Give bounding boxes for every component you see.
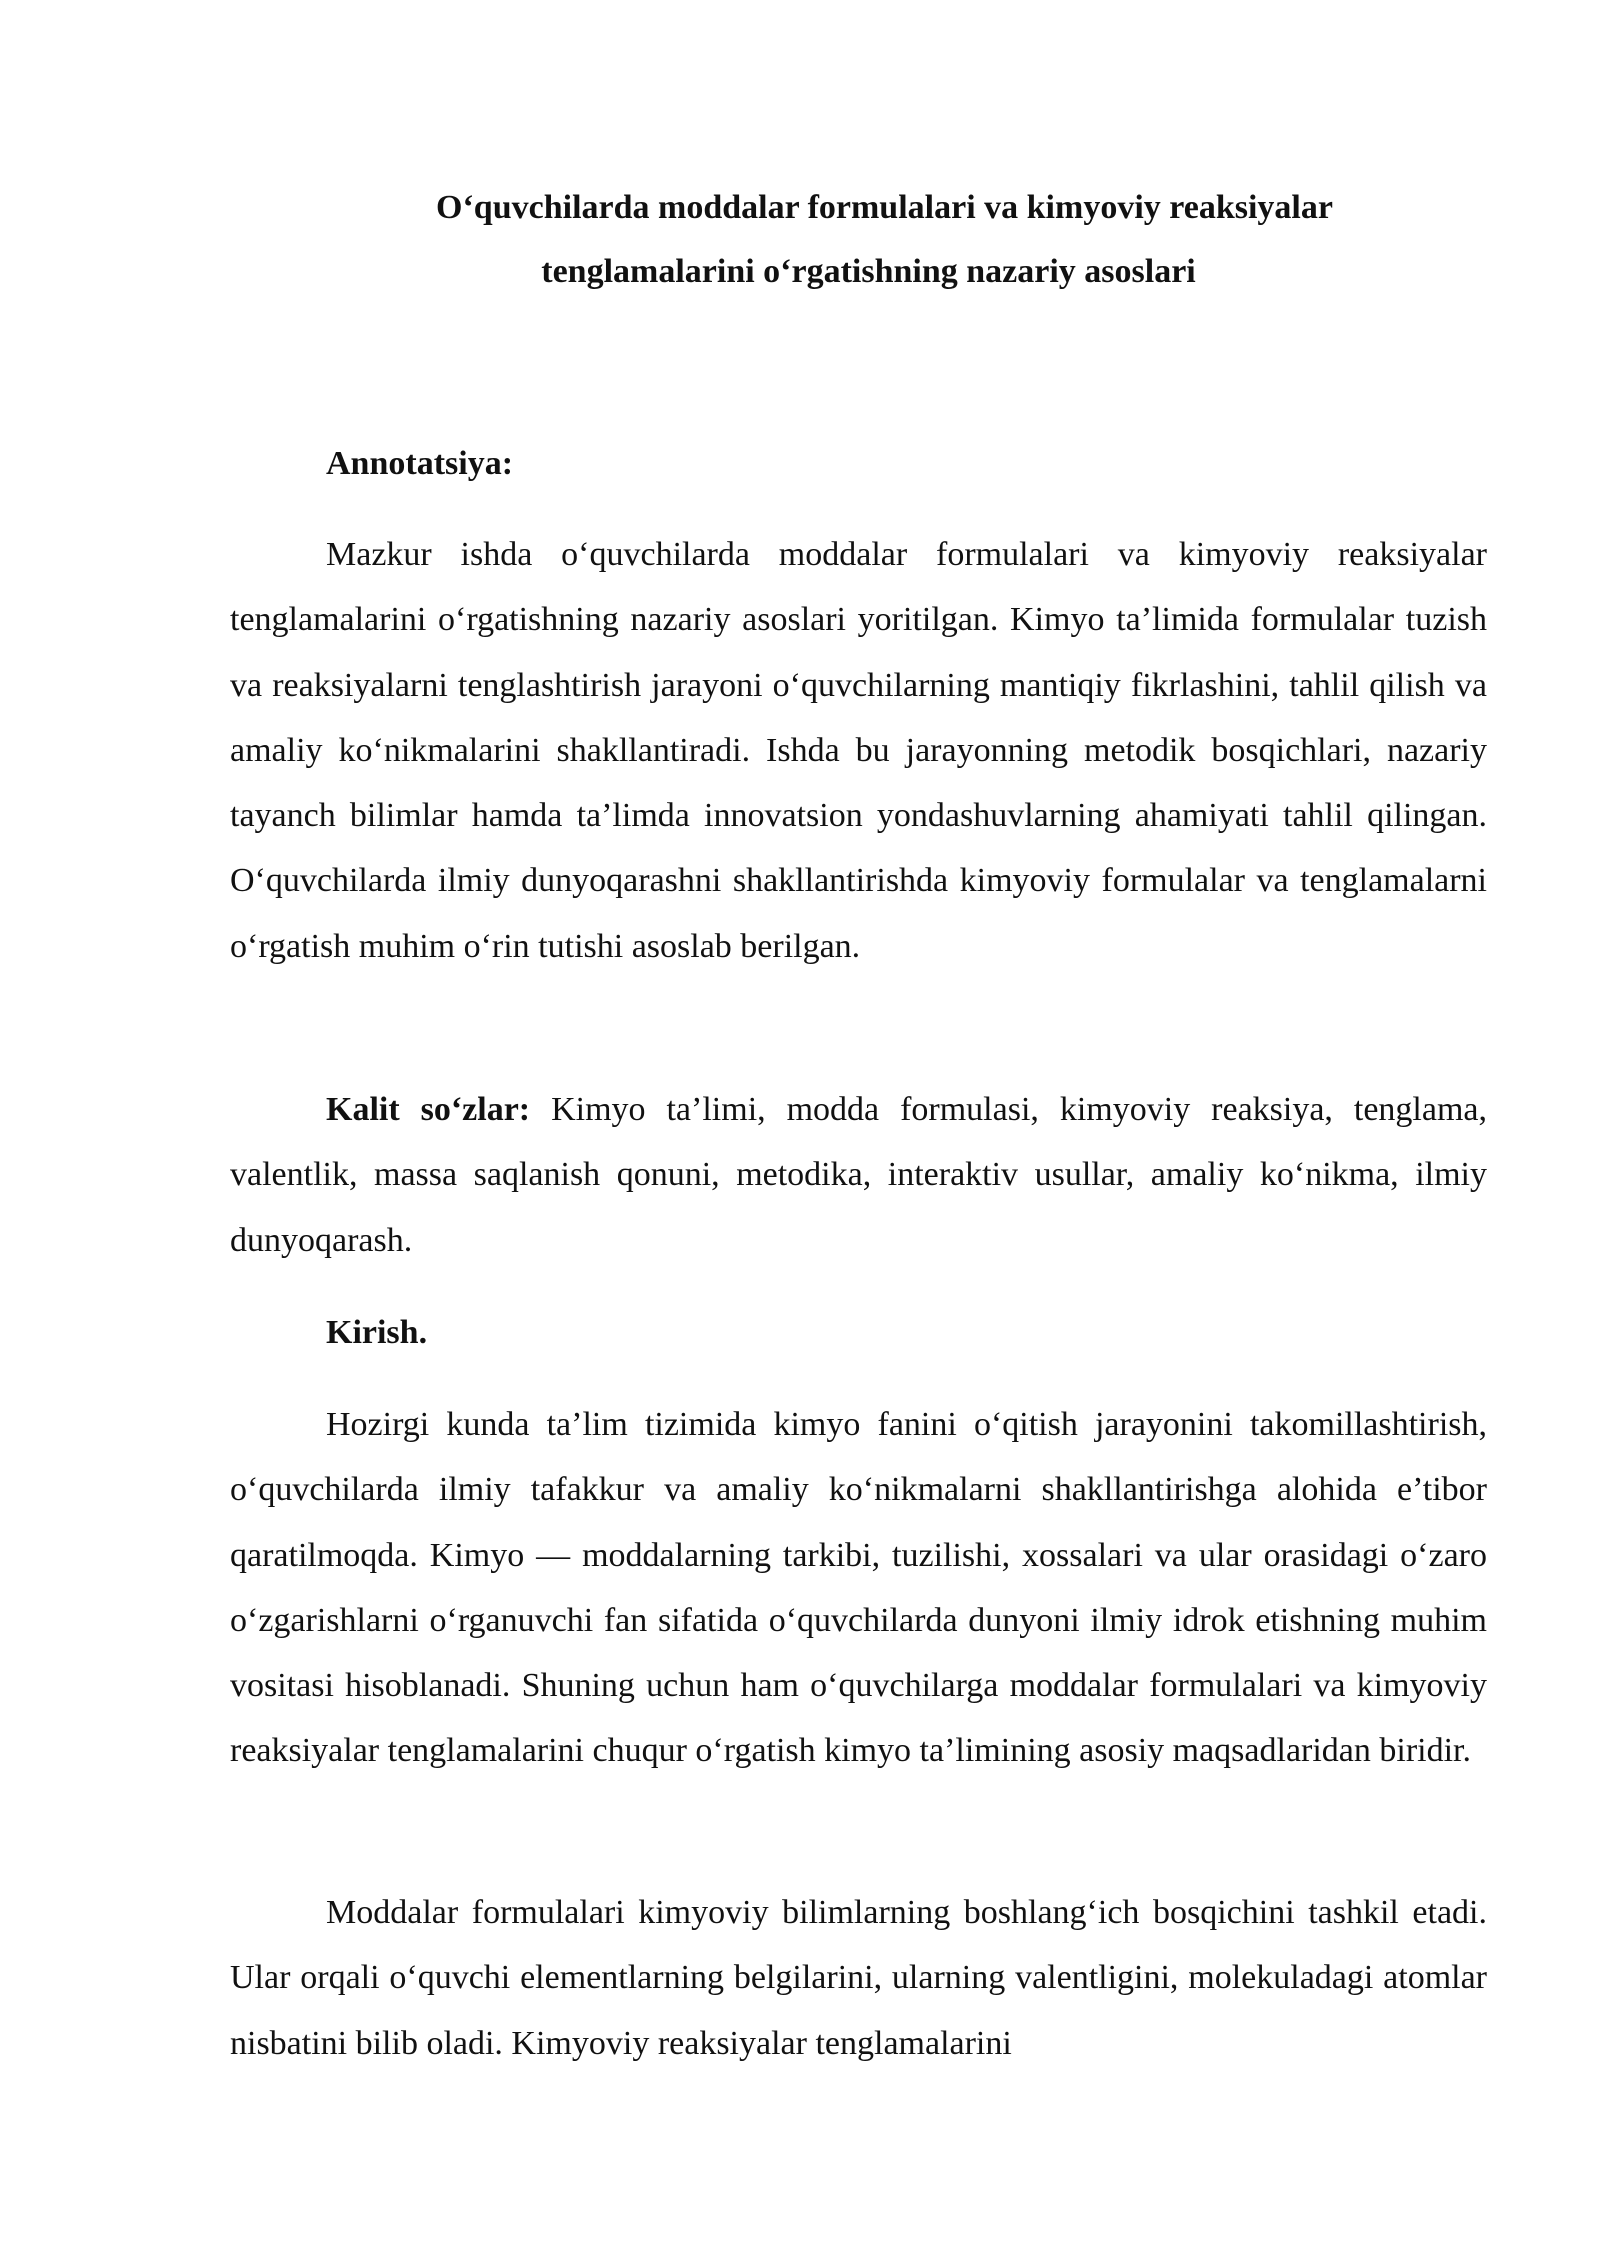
introduction-paragraph-1: Hozirgi kunda ta’lim tizimida kimyo fanini o‘qitish jarayonini takomillashtirish, o‘quvchilarda ilmiy tafakkur va amaliy ko‘nikmalarni shakllantirishga alohida e’tibor qaratilmoqda. Kimyo — moddalarning tarkibi, tuzilishi, xossalari va ular orasidagi o‘zaro o‘zgarishlarni o‘rganuvchi fan sifatida o‘quvchilarda dunyoni ilmiy idrok etishning muhim vositasi hisoblanadi. Shuning uchun ham o‘quvchilarga moddalar formulalari va kimyoviy reaksiyalar tenglamalarini chuqur o‘rgatish kimyo ta’limining asosiy maqsadlaridan biridir. xyxy=(230,1406,1487,1770)
annotation-paragraph: Mazkur ishda o‘quvchilarda moddalar formulalari va kimyoviy reaksiyalar tenglamalarini o‘rgatishning nazariy asoslari yoritilgan. Kimyo ta’limida formulalar tuzish va reaksiyalarni tenglashtirish jarayoni o‘quvchilarning mantiqiy fikrlashini, tahlil qilish va amaliy ko‘nikmalarini shakllantiradi. Ishda bu jarayonning metodik bosqichlari, nazariy tayanch bilimlar hamda ta’limda innovatsion yondashuvlarning ahamiyati tahlil qilingan. O‘quvchilarda ilmiy dunyoqarashni shakllantirishda kimyoviy formulalar va tenglamalarni o‘rgatish muhim o‘rin tutishi asoslab berilgan. xyxy=(230,536,1487,965)
keywords-paragraph xyxy=(230,1077,1487,1273)
title-line-2: tenglamalarini o‘rgatishning nazariy asoslari xyxy=(541,253,1196,290)
introduction-heading: Kirish. xyxy=(326,1314,428,1351)
title-line-1: O‘quvchilarda moddalar formulalari va kimyoviy reaksiyalar xyxy=(436,189,1333,226)
document-title xyxy=(230,176,1487,304)
introduction-paragraph-2: Moddalar formulalari kimyoviy bilimlarning boshlang‘ich bosqichini tashkil etadi. Ular orqali o‘quvchi elementlarning belgilarini, ularning valentligini, molekuladagi atomlar nisbatini bilib oladi. Kimyoviy reaksiyalar tenglamalarini xyxy=(230,1894,1487,2062)
keywords-text: Kimyo ta’limi, modda formulasi, kimyoviy reaksiya, tenglama, valentlik, massa saqlanish qonuni, metodika, interaktiv usullar, amaliy ko‘nikma, ilmiy dunyoqarash. xyxy=(230,1091,1487,1259)
annotation-heading: Annotatsiya: xyxy=(326,445,514,482)
keywords-label: Kalit so‘zlar: xyxy=(326,1091,531,1128)
